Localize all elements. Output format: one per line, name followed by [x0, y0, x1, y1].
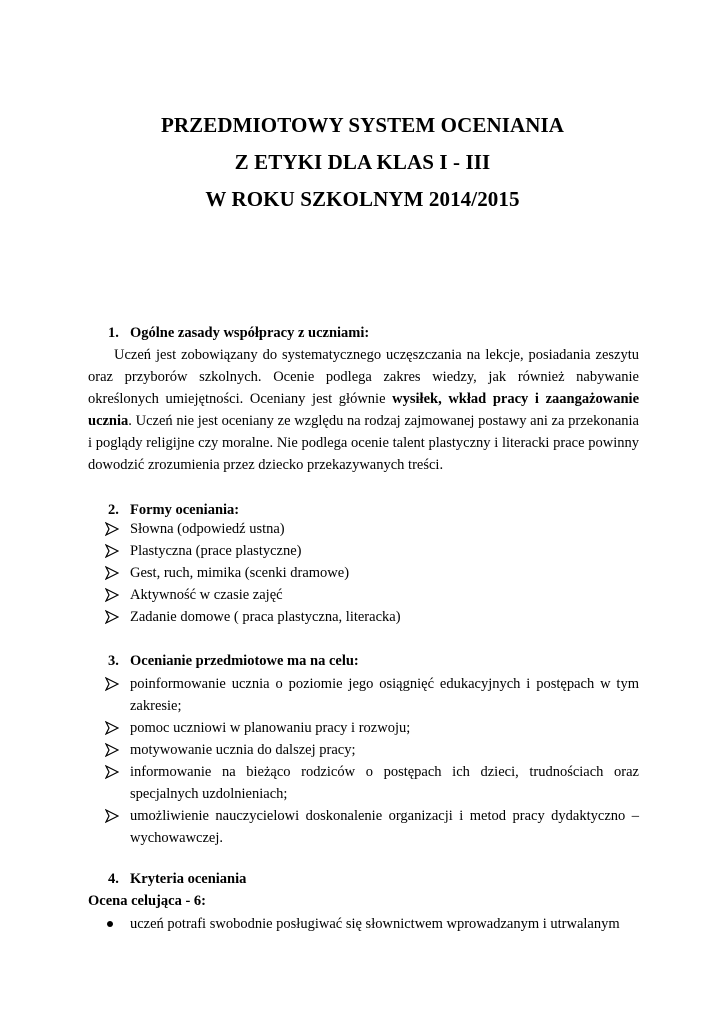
list-item: Aktywność w czasie zajęć	[88, 584, 639, 606]
list-item: pomoc uczniowi w planowaniu pracy i rozwoju;	[88, 717, 639, 739]
list-item: informowanie na bieżąco rodziców o postępach ich dzieci, trudnościach oraz specjalnych uzdolnieniach;	[88, 761, 639, 805]
list-item: umożliwienie nauczycielowi doskonalenie organizacji i metod pracy dydaktyczno – wychowawczej.	[88, 805, 639, 849]
arrow-bullet-icon	[105, 805, 119, 827]
arrow-bullet-icon	[105, 673, 119, 695]
document-title-line-3: W ROKU SZKOLNYM 2014/2015	[205, 187, 520, 211]
section-4-heading	[108, 871, 246, 888]
arrow-bullet-icon	[105, 540, 119, 562]
section-3-number: 3.	[108, 653, 119, 669]
section-2-heading	[108, 502, 239, 519]
section-4-title: Kryteria oceniania	[130, 871, 247, 887]
grade-heading: Ocena celująca - 6:	[88, 893, 206, 909]
section-1-text-start: Uczeń jest zobowiązany do systematycznego uczęszczania na lekcje, posiadania zeszytu oraz przyborów szkolnych. Ocenie podlega zakres wiedzy, jak również nabywanie określonych umiejętności. Oceniany jest głównie	[88, 347, 639, 407]
list-item: poinformowanie ucznia o poziomie jego osiągnięć edukacyjnych i postępach w tym zakresie;	[88, 673, 639, 717]
section-2-title: Formy oceniania:	[130, 502, 240, 518]
section-1-text-end: . Uczeń nie jest oceniany ze względu na rodzaj zajmowanej postawy ani za przekonania i poglądy religijne czy moralne. Nie podlega ocenie talent plastyczny i literacki prace powinny dowodzić zrozumienia przez dziecko przekazywanych treści.	[88, 413, 639, 473]
section-4-list	[88, 913, 639, 935]
list-item: Gest, ruch, mimika (scenki dramowe)	[88, 562, 639, 584]
arrow-bullet-icon	[105, 739, 119, 761]
section-1-heading	[108, 325, 369, 342]
arrow-bullet-icon	[105, 606, 119, 628]
section-3-list	[88, 673, 639, 849]
section-3-title: Ocenianie przedmiotowe ma na celu:	[130, 653, 359, 669]
arrow-bullet-icon	[105, 562, 119, 584]
section-1-number: 1.	[108, 325, 119, 341]
arrow-bullet-icon	[105, 518, 119, 540]
list-item: Słowna (odpowiedź ustna)	[88, 518, 639, 540]
section-2-list	[88, 518, 639, 628]
section-1-title: Ogólne zasady współpracy z uczniami:	[130, 325, 370, 341]
list-item: Zadanie domowe ( praca plastyczna, literacka)	[88, 606, 639, 628]
arrow-bullet-icon	[105, 761, 119, 783]
section-3-heading	[108, 653, 359, 670]
document-title-line-2: Z ETYKI DLA KLAS I - III	[234, 150, 491, 174]
section-1-paragraph	[88, 344, 639, 476]
dot-bullet-icon	[107, 921, 113, 927]
list-item: Plastyczna (prace plastyczne)	[88, 540, 639, 562]
section-1-text-bold: wysiłek, wkład pracy i zaangażowanie ucznia	[88, 391, 640, 429]
section-4-number: 4.	[108, 871, 119, 887]
arrow-bullet-icon	[105, 717, 119, 739]
section-2-number: 2.	[108, 502, 119, 518]
list-item: uczeń potrafi swobodnie posługiwać się słownictwem wprowadzanym i utrwalanym	[88, 913, 639, 935]
list-item: motywowanie ucznia do dalszej pracy;	[88, 739, 639, 761]
document-title-line-1: PRZEDMIOTOWY SYSTEM OCENIANIA	[160, 113, 565, 137]
arrow-bullet-icon	[105, 584, 119, 606]
